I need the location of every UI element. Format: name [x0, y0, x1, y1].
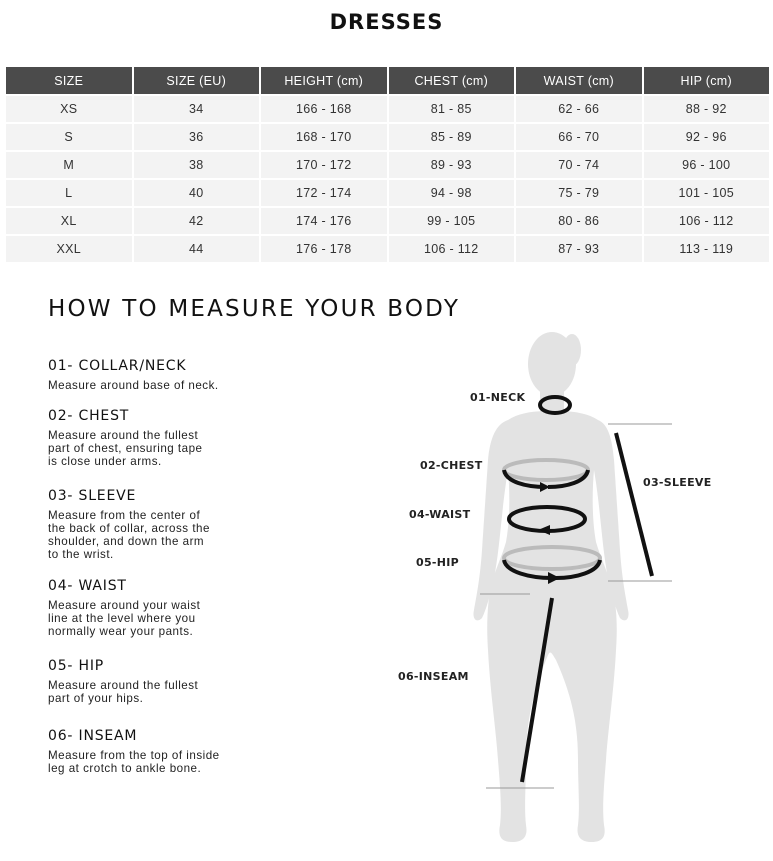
measure-step-line: Measure around your waist	[48, 599, 201, 612]
measure-step-line: Measure around the fullest	[48, 679, 199, 692]
size-chart-table	[4, 67, 771, 262]
measure-step-title: 04- WAIST	[48, 578, 127, 594]
column-header: WAIST (cm)	[516, 67, 642, 94]
measure-step-line: to the wrist.	[48, 548, 114, 561]
measure-step-description	[48, 749, 278, 775]
table-cell: 96 - 100	[644, 150, 770, 178]
table-body	[6, 94, 769, 262]
page-title: DRESSES	[329, 10, 444, 34]
table-cell: 101 - 105	[644, 178, 770, 206]
label-chest: 02-CHEST	[420, 459, 483, 472]
table-cell: XXL	[6, 234, 132, 262]
body-figure	[380, 320, 773, 861]
measure-step-line: part of chest, ensuring tape	[48, 442, 203, 455]
table-cell: S	[6, 122, 132, 150]
table-row	[6, 206, 769, 234]
table-cell: 81 - 85	[389, 94, 515, 122]
table-cell: 113 - 119	[644, 234, 770, 262]
measure-step	[48, 728, 278, 775]
table-cell: 36	[134, 122, 260, 150]
body-silhouette-svg	[380, 320, 773, 861]
table-cell: 40	[134, 178, 260, 206]
measure-step-title: 03- SLEEVE	[48, 488, 137, 504]
table-cell: 174 - 176	[261, 206, 387, 234]
table-cell: XL	[6, 206, 132, 234]
measure-step-title: 05- HIP	[48, 658, 105, 674]
table-cell: 168 - 170	[261, 122, 387, 150]
table-cell: M	[6, 150, 132, 178]
column-header: HEIGHT (cm)	[261, 67, 387, 94]
table-row	[6, 94, 769, 122]
table-row	[6, 234, 769, 262]
table-cell: 44	[134, 234, 260, 262]
table-cell: 66 - 70	[516, 122, 642, 150]
measure-step-line: Measure around base of neck.	[48, 379, 219, 392]
table-cell: 89 - 93	[389, 150, 515, 178]
measure-step-title: 01- COLLAR/NECK	[48, 358, 187, 374]
table-cell: 166 - 168	[261, 94, 387, 122]
measure-step-line: normally wear your pants.	[48, 625, 194, 638]
measure-step	[48, 658, 278, 705]
column-header: SIZE	[6, 67, 132, 94]
measure-step-line: shoulder, and down the arm	[48, 535, 205, 548]
label-hip: 05-HIP	[416, 556, 460, 569]
measure-step	[48, 578, 278, 638]
measure-heading: HOW TO MEASURE YOUR BODY	[48, 296, 461, 322]
table-cell: L	[6, 178, 132, 206]
measure-step	[48, 408, 278, 468]
measure-step	[48, 488, 278, 561]
table-row	[6, 122, 769, 150]
body-silhouette	[473, 332, 628, 842]
table-cell: 99 - 105	[389, 206, 515, 234]
measure-step-title: 02- CHEST	[48, 408, 130, 424]
table-cell: 92 - 96	[644, 122, 770, 150]
table-cell: 34	[134, 94, 260, 122]
measure-step-description	[48, 679, 278, 705]
table-header-row	[6, 67, 769, 94]
measure-step-description	[48, 379, 278, 392]
table-cell: 88 - 92	[644, 94, 770, 122]
table-cell: 62 - 66	[516, 94, 642, 122]
measure-step-line: is close under arms.	[48, 455, 162, 468]
table-cell: 94 - 98	[389, 178, 515, 206]
table-cell: 42	[134, 206, 260, 234]
table-row	[6, 178, 769, 206]
measure-step-title: 06- INSEAM	[48, 728, 138, 744]
measure-step-line: Measure from the top of inside	[48, 749, 220, 762]
measure-step-line: the back of collar, across the	[48, 522, 210, 535]
table-cell: 38	[134, 150, 260, 178]
table-cell: 75 - 79	[516, 178, 642, 206]
label-sleeve: 03-SLEEVE	[643, 476, 712, 489]
table-cell: 172 - 174	[261, 178, 387, 206]
column-header: HIP (cm)	[644, 67, 770, 94]
measure-step-line: Measure around the fullest	[48, 429, 199, 442]
label-waist: 04-WAIST	[409, 508, 471, 521]
table-cell: 106 - 112	[644, 206, 770, 234]
measure-step-description	[48, 429, 278, 468]
label-inseam: 06-INSEAM	[398, 670, 469, 683]
table-cell: 70 - 74	[516, 150, 642, 178]
measure-step	[48, 358, 278, 392]
measure-step-line: line at the level where you	[48, 612, 196, 625]
table-cell: 170 - 172	[261, 150, 387, 178]
table-cell: 87 - 93	[516, 234, 642, 262]
measure-step-line: part of your hips.	[48, 692, 144, 705]
column-header: CHEST (cm)	[389, 67, 515, 94]
table-cell: 176 - 178	[261, 234, 387, 262]
column-header: SIZE (EU)	[134, 67, 260, 94]
label-neck: 01-NECK	[470, 391, 526, 404]
table-row	[6, 150, 769, 178]
measure-step-description	[48, 509, 278, 561]
table-cell: 106 - 112	[389, 234, 515, 262]
table-cell: 85 - 89	[389, 122, 515, 150]
measure-step-description	[48, 599, 278, 638]
measure-step-line: Measure from the center of	[48, 509, 201, 522]
table-cell: XS	[6, 94, 132, 122]
measure-step-line: leg at crotch to ankle bone.	[48, 762, 202, 775]
table-cell: 80 - 86	[516, 206, 642, 234]
